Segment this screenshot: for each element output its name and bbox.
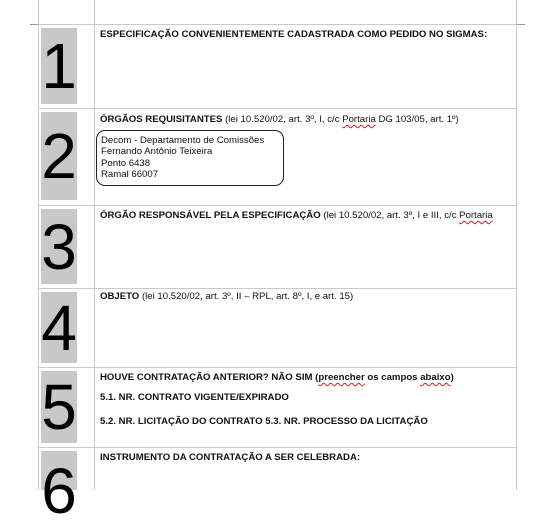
row-number: 1 [41, 30, 77, 102]
row-number: 4 [41, 291, 77, 364]
row-heading [100, 113, 510, 126]
subfield-label: 5.1. NR. CONTRATO VIGENTE/EXPIRADO [100, 392, 289, 403]
spellcheck-word: Portaria [342, 114, 376, 125]
table-border [38, 447, 516, 448]
table-border [94, 0, 95, 490]
table-border [38, 367, 516, 368]
heading-text: ÓRGÃOS REQUISITANTES [100, 114, 223, 125]
table-border [516, 0, 517, 490]
table-border [38, 205, 516, 206]
row-number-glyph: 6 [41, 455, 77, 527]
table-border [38, 24, 516, 25]
row-heading [100, 209, 510, 222]
row-heading [100, 290, 510, 303]
table-border [38, 0, 39, 490]
heading-text: ÓRGÃO RESPONSÁVEL PELA ESPECIFICAÇÃO [100, 210, 321, 221]
legal-reference: (lei 10.520/02, art. 3º, I, c/c [222, 114, 343, 125]
heading-text: HOUVE CONTRATAÇÃO ANTERIOR? NÃO SIM ( [100, 372, 319, 383]
spellcheck-word: preencher [318, 372, 365, 383]
row-number [41, 451, 77, 527]
subfield-label: 5.2. NR. LICITAÇÃO DO CONTRATO 5.3. NR. PROCESSO DA LICITAÇÃO [100, 416, 428, 427]
row-heading [100, 371, 510, 384]
margin-corner-mark [516, 16, 525, 25]
row-heading: ESPECIFICAÇÃO CONVENIENTEMENTE CADASTRADA COMO PEDIDO NO SIGMAS: [100, 29, 488, 40]
spellcheck-word: abaixo [420, 372, 451, 383]
legal-reference: (lei 10.520/02, art. 3º, I e III, c/c [320, 210, 460, 221]
row-number: 3 [41, 210, 77, 283]
requester-line: Ramal 66007 [101, 169, 159, 181]
row-number: 5 [41, 371, 77, 443]
table-border [38, 108, 516, 109]
row-number: 2 [41, 112, 77, 200]
heading-text: OBJETO [100, 291, 140, 302]
spellcheck-word: Portaria [459, 210, 493, 221]
legal-reference: DG 103/05, art. 1º) [375, 114, 459, 125]
row-heading: INSTRUMENTO DA CONTRATAÇÃO A SER CELEBRADA: [100, 452, 361, 463]
requester-line: Ponto 6438 [101, 157, 151, 169]
requester-line: Decom - Departamento de Comissões [101, 135, 265, 146]
heading-text: ) [450, 372, 454, 383]
table-border [38, 288, 516, 289]
legal-reference: (lei 10.520/02, art. 3º, II – RPL, art. 8º, I, e art. 15) [139, 291, 354, 302]
requester-text-box[interactable] [96, 130, 284, 186]
requester-line: Fernando Antônio Teixeira [101, 146, 213, 158]
heading-text: os campos [364, 372, 421, 383]
